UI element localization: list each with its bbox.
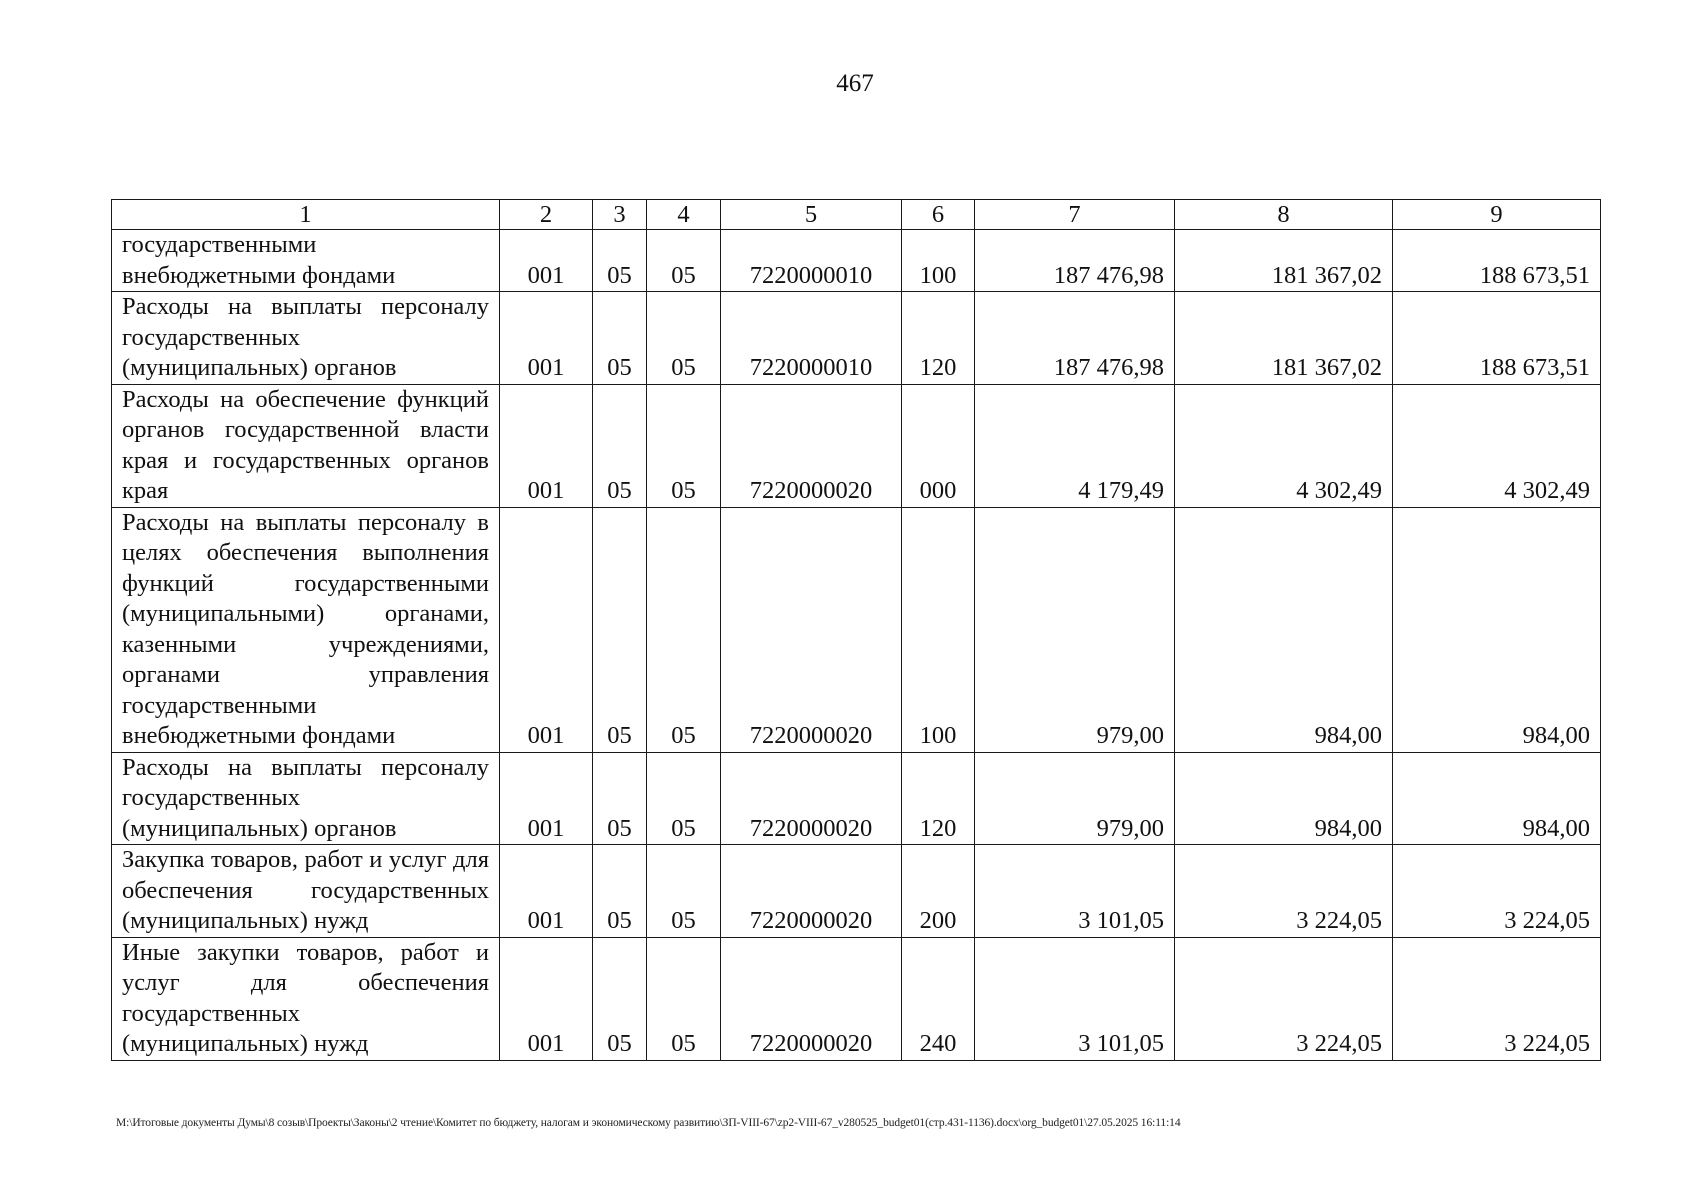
- row-value-col9: 188 673,51: [1393, 292, 1601, 385]
- row-value-col8: 3 224,05: [1175, 937, 1393, 1060]
- row-ministry-code: 001: [500, 230, 593, 292]
- row-subsection-code: 05: [647, 507, 721, 752]
- row-description: Расходы на выплаты персоналу государственных (муниципальных) органов: [112, 752, 500, 845]
- row-section-code: 05: [593, 292, 647, 385]
- row-section-code: 05: [593, 845, 647, 938]
- row-section-code: 05: [593, 752, 647, 845]
- row-expense-type: 120: [902, 752, 975, 845]
- header-row: [112, 200, 1601, 230]
- row-value-col9: 984,00: [1393, 752, 1601, 845]
- row-section-code: 05: [593, 507, 647, 752]
- budget-table: [111, 199, 1601, 1061]
- row-description: государственными внебюджетными фондами: [112, 230, 500, 292]
- row-subsection-code: 05: [647, 384, 721, 507]
- row-target-item: 7220000020: [721, 507, 902, 752]
- row-description: Расходы на выплаты персоналу государственных (муниципальных) органов: [112, 292, 500, 385]
- row-value-col9: 3 224,05: [1393, 845, 1601, 938]
- table-row: [112, 292, 1601, 385]
- row-value-col7: 979,00: [975, 752, 1175, 845]
- row-value-col8: 3 224,05: [1175, 845, 1393, 938]
- row-ministry-code: 001: [500, 292, 593, 385]
- row-ministry-code: 001: [500, 845, 593, 938]
- row-target-item: 7220000020: [721, 384, 902, 507]
- table-row: [112, 937, 1601, 1060]
- row-target-item: 7220000020: [721, 937, 902, 1060]
- row-target-item: 7220000010: [721, 230, 902, 292]
- header-cell-5: 5: [721, 200, 902, 230]
- row-value-col8: 984,00: [1175, 752, 1393, 845]
- row-description: Расходы на выплаты персоналу в целях обеспечения выполнения функций государственными (муниципальными) органами, казенными учреждениями, органами управления государственными внебюджетными фондами: [112, 507, 500, 752]
- row-value-col8: 984,00: [1175, 507, 1393, 752]
- row-value-col7: 3 101,05: [975, 845, 1175, 938]
- table-row: [112, 507, 1601, 752]
- row-value-col7: 187 476,98: [975, 292, 1175, 385]
- header-cell-8: 8: [1175, 200, 1393, 230]
- row-target-item: 7220000020: [721, 845, 902, 938]
- header-cell-1: 1: [112, 200, 500, 230]
- row-subsection-code: 05: [647, 292, 721, 385]
- row-value-col9: 3 224,05: [1393, 937, 1601, 1060]
- row-description: Закупка товаров, работ и услуг для обеспечения государственных (муниципальных) нужд: [112, 845, 500, 938]
- row-description: Иные закупки товаров, работ и услуг для обеспечения государственных (муниципальных) нужд: [112, 937, 500, 1060]
- row-expense-type: 200: [902, 845, 975, 938]
- table-row: [112, 384, 1601, 507]
- row-value-col7: 3 101,05: [975, 937, 1175, 1060]
- row-subsection-code: 05: [647, 752, 721, 845]
- row-target-item: 7220000010: [721, 292, 902, 385]
- row-subsection-code: 05: [647, 937, 721, 1060]
- row-expense-type: 000: [902, 384, 975, 507]
- table-row: [112, 845, 1601, 938]
- row-ministry-code: 001: [500, 507, 593, 752]
- row-value-col8: 181 367,02: [1175, 292, 1393, 385]
- row-expense-type: 240: [902, 937, 975, 1060]
- row-expense-type: 120: [902, 292, 975, 385]
- row-value-col7: 4 179,49: [975, 384, 1175, 507]
- row-section-code: 05: [593, 937, 647, 1060]
- table-row: [112, 752, 1601, 845]
- row-value-col7: 979,00: [975, 507, 1175, 752]
- header-cell-3: 3: [593, 200, 647, 230]
- row-ministry-code: 001: [500, 937, 593, 1060]
- header-cell-6: 6: [902, 200, 975, 230]
- row-expense-type: 100: [902, 230, 975, 292]
- row-ministry-code: 001: [500, 752, 593, 845]
- header-cell-2: 2: [500, 200, 593, 230]
- row-value-col9: 4 302,49: [1393, 384, 1601, 507]
- row-value-col7: 187 476,98: [975, 230, 1175, 292]
- row-section-code: 05: [593, 384, 647, 507]
- header-cell-4: 4: [647, 200, 721, 230]
- table-header: [112, 200, 1601, 230]
- row-value-col8: 181 367,02: [1175, 230, 1393, 292]
- row-subsection-code: 05: [647, 845, 721, 938]
- table-body: [112, 230, 1601, 1061]
- table-row: [112, 230, 1601, 292]
- row-expense-type: 100: [902, 507, 975, 752]
- header-cell-9: 9: [1393, 200, 1601, 230]
- row-value-col9: 984,00: [1393, 507, 1601, 752]
- row-target-item: 7220000020: [721, 752, 902, 845]
- row-value-col8: 4 302,49: [1175, 384, 1393, 507]
- footer-file-path: М:\Итоговые документы Думы\8 созыв\Проекты\Законы\2 чтение\Комитет по бюджету, налогам и экономическому развитию\ЗП-VIII-67\zp2-VIII-67_v280525_budget01(стр.431-1136).docx\org_budget01\27.05.2025 16:11:14: [116, 1117, 1181, 1129]
- row-section-code: 05: [593, 230, 647, 292]
- row-ministry-code: 001: [500, 384, 593, 507]
- row-subsection-code: 05: [647, 230, 721, 292]
- row-description: Расходы на обеспечение функций органов государственной власти края и государственных органов края: [112, 384, 500, 507]
- header-cell-7: 7: [975, 200, 1175, 230]
- page-number: 467: [836, 70, 874, 97]
- row-value-col9: 188 673,51: [1393, 230, 1601, 292]
